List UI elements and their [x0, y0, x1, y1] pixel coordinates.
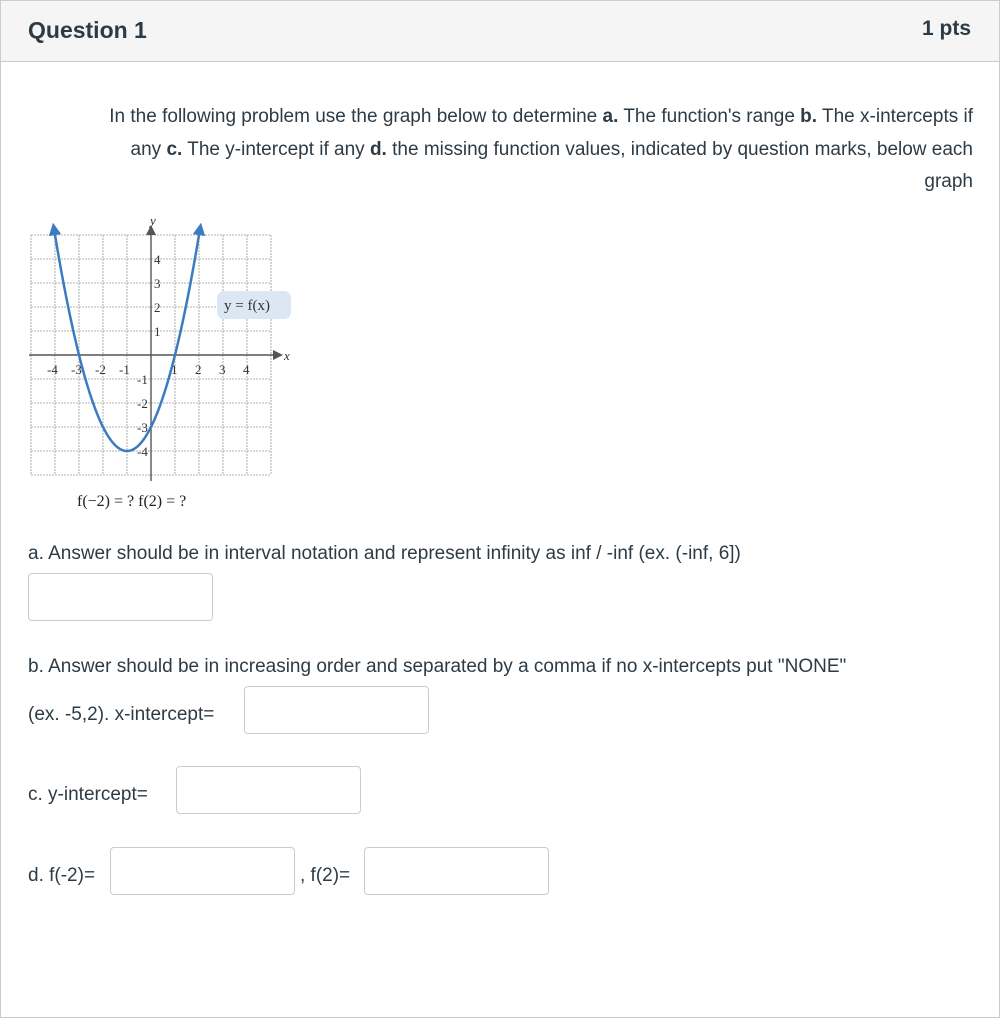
prompt-label-d: d.	[369, 138, 387, 160]
graph-caption: f(−2) = ? f(2) = ?	[77, 493, 187, 510]
f-neg2-input[interactable]	[110, 847, 295, 895]
f-2-input[interactable]	[364, 847, 549, 895]
part-a-instructions: a. Answer should be in interval notation and represent infinity as inf / -inf (ex. (-inf, 6])	[28, 543, 741, 564]
function-label: y = f(x)	[224, 298, 270, 314]
y-tick-label: -1	[137, 372, 148, 387]
y-tick-label: 1	[154, 324, 161, 339]
x-tick-label: 1	[171, 362, 178, 377]
prompt-text-4: The y-intercept if any	[182, 138, 370, 160]
part-c-label: c. y-intercept=	[28, 784, 148, 805]
part-b-label: (ex. -5,2). x-intercept=	[28, 704, 215, 725]
x-tick-label: -3	[71, 362, 82, 377]
question-points: 1 pts	[921, 17, 971, 40]
part-b-instructions: b. Answer should be in increasing order and separated by a comma if no x-intercepts put "NONE"	[28, 656, 847, 677]
x-tick-labels	[47, 362, 250, 377]
x-tick-label: 3	[219, 362, 226, 377]
x-axis-arrow-icon	[273, 350, 283, 360]
prompt-text-1: In the following problem use the graph below to determine	[109, 106, 603, 127]
prompt-label-c: c.	[166, 138, 183, 160]
y-tick-label: -4	[137, 444, 148, 459]
y-tick-label: 2	[154, 300, 161, 315]
prompt-label-b: b.	[800, 106, 818, 127]
y-tick-label: -2	[137, 396, 148, 411]
prompt-label-a: a.	[602, 106, 619, 127]
question-header	[1, 1, 999, 62]
part-d-separator: , f(2)=	[300, 865, 351, 886]
question-title: Question 1	[28, 17, 147, 43]
x-intercept-input[interactable]	[244, 686, 429, 734]
question-prompt	[81, 101, 973, 199]
prompt-text-5: the missing function values, indicated by question marks, below each graph	[386, 138, 973, 192]
prompt-text-2: The function's range	[618, 106, 801, 127]
y-tick-label: -3	[137, 420, 148, 435]
prompt-text-3: The x-intercepts if any	[130, 106, 973, 160]
range-answer-input[interactable]	[28, 573, 213, 621]
graph-svg	[29, 211, 299, 511]
x-tick-label: -4	[47, 362, 58, 377]
y-intercept-input[interactable]	[176, 766, 361, 814]
part-d-label: d. f(-2)=	[28, 865, 96, 886]
x-tick-label: 2	[195, 362, 202, 377]
x-tick-label: 4	[243, 362, 250, 377]
y-axis-label: y	[150, 213, 156, 228]
x-axis-label: x	[284, 348, 290, 363]
function-curve	[54, 228, 200, 451]
x-tick-label: -1	[119, 362, 130, 377]
function-graph	[29, 211, 299, 511]
y-tick-label: 4	[154, 252, 161, 267]
y-tick-label: 3	[154, 276, 161, 291]
x-tick-label: -2	[95, 362, 106, 377]
